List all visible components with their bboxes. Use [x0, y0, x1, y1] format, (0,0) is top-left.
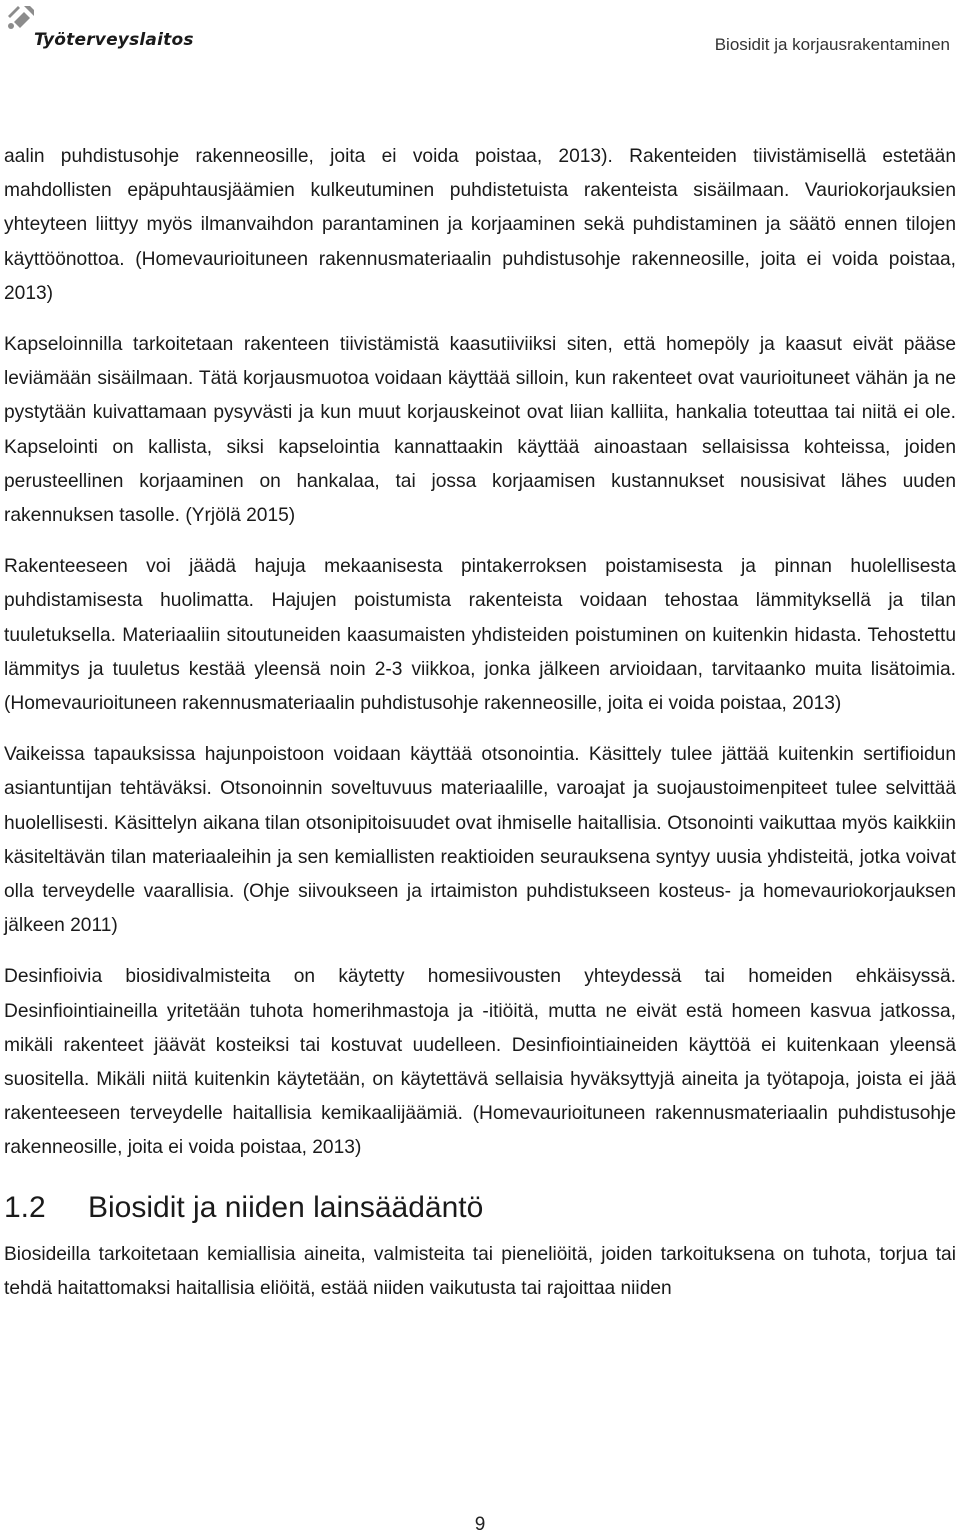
body-paragraph: aalin puhdistusohje rakenneosille, joita ei voida poistaa, 2013). Rakenteiden tiivistämisellä estetään mahdollisten epäpuhtausjäämien kulkeutuminen puhdistetuista rakenteista sisäilmaan. Vauriokorjauksien yhteyteen liittyy myös ilmanvaihdon parantaminen ja korjaaminen sekä puhdistaminen ja säätö ennen tilojen käyttöönottoa. (Homevaurioituneen rakennusmateriaalin puhdistusohje rakenneosille, joita ei voida poistaa, 2013): [4, 146, 956, 304]
body-paragraph: Vaikeissa tapauksissa hajunpoistoon voidaan käyttää otsonointia. Käsittely tulee jättää kuitenkin sertifioidun asiantuntijan tehtäväksi. Otsonoinnin soveltuvuus materiaalille, varoajat ja suojaustoimenpiteet tulee selvittää huolellisesti. Käsittelyn aikana tilan otsonipitoisuudet ovat ihmiselle haitallisia. Otsonointi vaikuttaa myös kaikkiin käsiteltävän tilan materiaaleihin ja sen kemiallisten reaktioiden seurauksena syntyy uusia yhdisteitä, jotka voivat olla terveydelle vaarallisia. (Ohje siivoukseen ja irtaimiston puhdistukseen kosteus- ja homevauriokorjauksen jälkeen 2011): [4, 744, 956, 937]
body-paragraph: Biosideilla tarkoitetaan kemiallisia aineita, valmisteita tai pieneliöitä, joiden tarkoituksena on tuhota, torjua tai tehdä haitattomaksi haitallisia eliöitä, estää niiden vaikutusta tai rajoittaa niiden: [4, 1243, 956, 1299]
section-number: 1.2: [4, 1190, 46, 1224]
body-paragraph: Desinfioivia biosidivalmisteita on käytetty homesiivousten yhteydessä tai homeiden ehkäisyssä. Desinfiointiaineilla yritetään tuhota homerihmastoja ja -itiöitä, mutta ne eivät estä homeen kasvua jatkossa, mikäli rakenteet jäävät kosteiksi tai kostuvat uudelleen. Desinfiointiaineiden käyttöä ei kuitenkaan yleensä suositella. Mikäli niitä kuitenkin käytetään, on käytettävä sellaisia hyväksyttyjä aineita ja työtapoja, joista ei jää rakenteeseen terveydelle haitallisia kemikaalijäämiä. (Homevaurioituneen rakennusmateriaalin puhdistusohje rakenneosille, joita ei voida poistaa, 2013): [4, 966, 956, 1159]
logo: [4, 2, 194, 50]
body-paragraph: Kapseloinnilla tarkoitetaan rakenteen tiivistämistä kaasutiiviiksi siten, että homepöly ja kaasut eivät pääse leviämään sisäilmaan. Tätä korjausmuotoa voidaan käyttää silloin, kun rakenteet ovat vaurioituneet vähän ja ne pystytään kuivattamaan pysyvästi ja kun muut korjauskeinot ovat liian kalliita, hankalia toteuttaa tai niitä ei ole. Kapselointi on kallista, siksi kapselointia kannattaakin käyttää ainoastaan sellaisissa kohteissa, joiden perusteellinen korjaaminen on hankalaa, tai jossa korjaamisen kustannukset nousisivat lähes uuden rakennuksen tasolle. (Yrjölä 2015): [4, 334, 956, 527]
section-heading: [4, 1188, 956, 1228]
logo-text: Työterveyslaitos: [34, 30, 194, 50]
ttl-logo-icon: [4, 2, 38, 44]
body-paragraph: Rakenteeseen voi jäädä hajuja mekaanisesta pintakerroksen poistamisesta ja pinnan huolellisesta puhdistamisesta huolimatta. Hajujen poistumista rakenteista voidaan tehostaa lämmityksellä ja tilan tuuletuksella. Materiaaliin sitoutuneiden kaasumaisten yhdisteiden poistuminen on kuitenkin hidasta. Tehostettu lämmitys ja tuuletus kestää yleensä noin 2-3 viikkoa, jonka jälkeen arvioidaan, tarvitaanko muita lisätoimia. (Homevaurioituneen rakennusmateriaalin puhdistusohje rakenneosille, joita ei voida poistaa, 2013): [4, 556, 956, 715]
page-header: [0, 0, 960, 70]
section-title: Biosidit ja niiden lainsäädäntö: [88, 1190, 484, 1224]
page-number: 9: [474, 1514, 486, 1535]
document-title: Biosidit ja korjausrakentaminen: [714, 35, 950, 54]
page-content: [4, 140, 956, 1323]
